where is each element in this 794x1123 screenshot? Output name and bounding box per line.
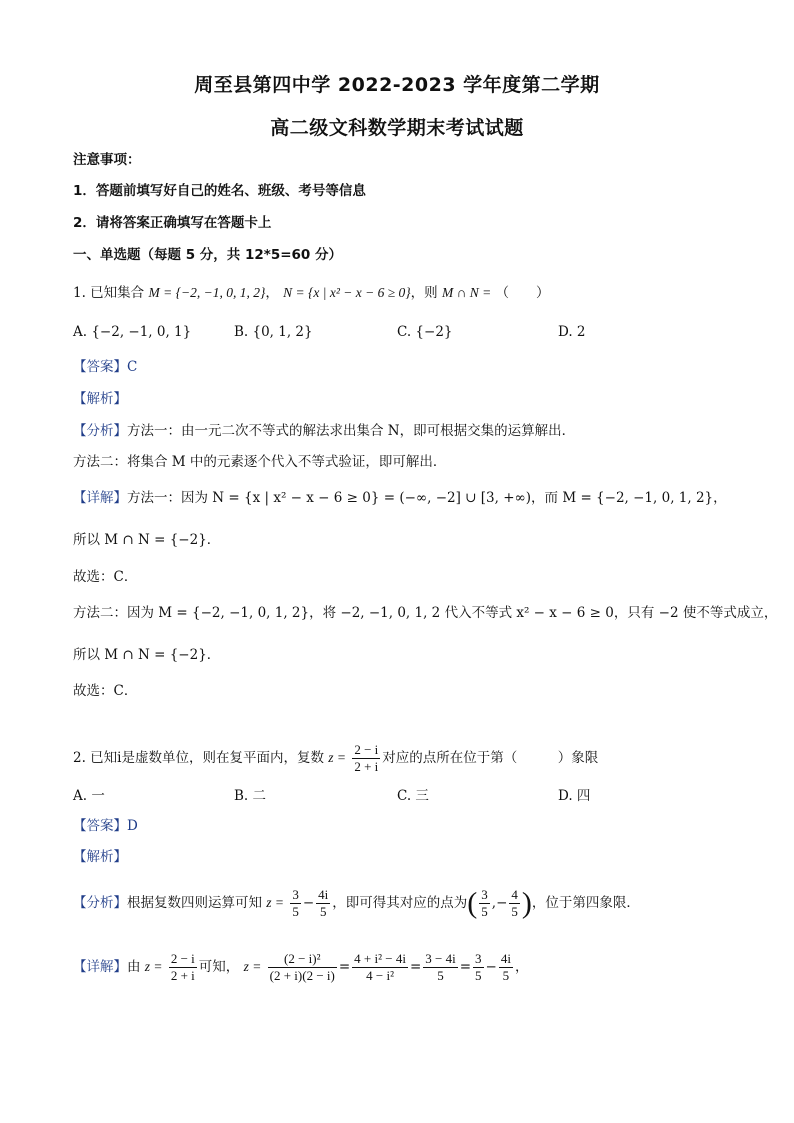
frac-numerator: 4 + i² − 4i <box>354 951 406 966</box>
q2-detail-z2: z = <box>243 959 262 974</box>
q2-fenxi-z: z = <box>266 895 285 910</box>
q1-analysis-2: 方法二：将集合 M 中的元素逐个代入不等式验证，即可解出． <box>73 454 447 470</box>
q1-analysis <box>73 421 575 441</box>
q1-comma: ， <box>265 285 279 301</box>
q1-stem-mid: ，则 <box>410 285 438 301</box>
minus-sign: − <box>302 895 315 911</box>
q1-detail-6: 故选：C． <box>73 683 138 699</box>
q2-fenxi-frac-1 <box>290 887 301 920</box>
q1-fenxi-tag: 【分析】 <box>73 423 127 439</box>
q2-z: z = <box>328 750 347 765</box>
q2-eq-frac-3 <box>423 951 457 984</box>
q2-eq-frac-2 <box>352 951 408 984</box>
frac-numerator: 3 <box>475 951 482 966</box>
frac-denominator: 5 <box>481 904 488 919</box>
q1-option-d: D. 2 <box>558 324 586 340</box>
q2-option-c: C. 三 <box>397 788 429 804</box>
q2-stem <box>73 741 598 775</box>
notice-item-2: 2．请将答案正确填写在答题卡上 <box>73 215 272 231</box>
notice-item-1: 1．答题前填写好自己的姓名、班级、考号等信息 <box>73 183 366 199</box>
q1-expression: M ∩ N = <box>441 285 492 300</box>
q2-frac-den: 2 + i <box>354 759 379 774</box>
frac-numerator: 3 <box>292 887 299 902</box>
q2-eq-frac-1 <box>268 951 337 984</box>
q1-answer: 【答案】C <box>73 359 138 375</box>
q2-detail-tag: 【详解】 <box>73 959 127 975</box>
q2-eq-frac-5 <box>499 951 513 984</box>
q2-detail-z: z = <box>144 959 163 974</box>
frac-denominator: (2 + i)(2 − i) <box>269 968 335 983</box>
frac-numerator: 4i <box>318 887 329 902</box>
q1-option-a: A. {−2, −1, 0, 1} <box>73 324 192 340</box>
frac-numerator: (2 − i)² <box>268 951 337 968</box>
q2-detail-frac <box>169 951 197 984</box>
q2-point-x <box>479 887 490 920</box>
section-heading: 一、单选题（每题 5 分，共 12*5=60 分） <box>73 247 343 263</box>
minus-sign: − <box>496 895 508 911</box>
q1-stem <box>73 283 550 303</box>
notice-heading: 注意事项： <box>73 152 141 168</box>
q1-detail-tag: 【详解】 <box>73 490 127 506</box>
q1-set-n: N = {x | x² − x − 6 ≥ 0} <box>283 285 411 300</box>
q1-stem-prefix: 1. 已知集合 <box>73 285 145 301</box>
frac-denominator: 5 <box>502 968 510 983</box>
q2-fenxi-frac-2 <box>316 887 330 920</box>
frac-denominator: 4 − i² <box>366 968 394 983</box>
q2-frac-num: 2 − i <box>354 742 379 757</box>
minus-sign: − <box>485 959 497 975</box>
q2-eq-frac-4 <box>473 951 484 984</box>
q1-set-m: M = {−2, −1, 0, 1, 2} <box>148 285 266 300</box>
q2-point-y <box>509 887 520 920</box>
frac-denominator: 5 <box>511 904 518 919</box>
q2-stem-suffix: 对应的点所在位于第（ ）象限 <box>382 750 599 766</box>
frac-numerator: 4i <box>500 951 511 966</box>
q1-detail-2: 所以 M ∩ N = {−2}． <box>73 532 221 548</box>
q2-detail-a: 由 <box>127 959 141 975</box>
q2-option-a: A. 一 <box>73 788 105 804</box>
frac-denominator: 5 <box>437 968 444 983</box>
q2-option-b: B. 二 <box>234 788 267 804</box>
q2-fenxi-a: 根据复数四则运算可知 <box>127 895 262 911</box>
exam-subtitle: 高二级文科数学期末考试试题 <box>270 117 524 139</box>
q2-analysis: 【分析】根据复数四则运算可知 z = $\frac{3}{5}$ − $\frac{4i}{5}$ ，即可得其对应的点为( $\frac{3}{5}$ ,− $\frac{4}{5}$ )，位于第四象限． <box>73 886 640 920</box>
q2-answer: 【答案】D <box>73 818 138 834</box>
frac-denominator: 5 <box>319 904 327 919</box>
frac-denominator: 5 <box>475 968 482 983</box>
frac-numerator: 3 − 4i <box>425 951 456 966</box>
close-paren: ) <box>521 886 532 920</box>
open-paren: ( <box>467 886 478 920</box>
exam-title: 周至县第四中学 2022-2023 学年度第二学期 <box>194 74 600 96</box>
q1-option-b: B. {0, 1, 2} <box>234 324 313 340</box>
q1-option-c: C. {−2} <box>397 324 453 340</box>
frac-numerator: 3 <box>481 887 488 902</box>
q1-blank: （ ） <box>495 285 550 301</box>
q2-detail-b: 可知， <box>198 959 240 975</box>
frac-numerator: 2 − i <box>170 951 195 966</box>
q2-fraction <box>352 742 380 775</box>
frac-numerator: 4 <box>511 887 518 902</box>
q1-fenxi-text: 方法一：由一元二次不等式的解法求出集合 N，即可根据交集的运算解出． <box>127 423 576 439</box>
q1-detail-4: 方法二：因为 M = {−2, −1, 0, 1, 2}，将 −2, −1, 0, 1, 2 代入不等式 x² − x − 6 ≥ 0，只有 −2 使不等式成立， <box>73 605 778 621</box>
frac-denominator: 2 + i <box>170 968 195 983</box>
q2-analysis-heading: 【解析】 <box>73 849 127 865</box>
q1-detail-5: 所以 M ∩ N = {−2}． <box>73 647 221 663</box>
frac-denominator: 5 <box>292 904 299 919</box>
q2-stem-prefix: 2. 已知i是虚数单位，则在复平面内，复数 <box>73 750 324 766</box>
q1-detail <box>73 488 727 508</box>
q1-detail-3: 故选：C． <box>73 569 138 585</box>
q1-analysis-heading: 【解析】 <box>73 391 127 407</box>
q2-detail: 【详解】由 z = $\frac{2 - i}{2 + i}$ 可知， z = $\frac{\text{(2 − i)²}}{(2 + i)(2 - i)}$ = $\frac{\text{4 + i² − 4i}}{\text{4 − i²}}$ = $\frac{3 - 4i}{5}$ = $\frac{3}{5}$ − $\frac{4i}{5}$ ， <box>73 951 529 983</box>
q1-detail-1: 方法一：因为 N = {x | x² − x − 6 ≥ 0} = (−∞, −2] ∪ [3, +∞)，而 M = {−2, −1, 0, 1, 2}， <box>127 490 727 506</box>
q2-fenxi-b: ，即可得其对应的点为 <box>332 895 468 911</box>
q2-option-d: D. 四 <box>558 788 591 804</box>
q2-fenxi-tag: 【分析】 <box>73 895 127 911</box>
q2-fenxi-c: ，位于第四象限． <box>531 895 640 911</box>
q2-detail-end: ， <box>514 959 529 975</box>
